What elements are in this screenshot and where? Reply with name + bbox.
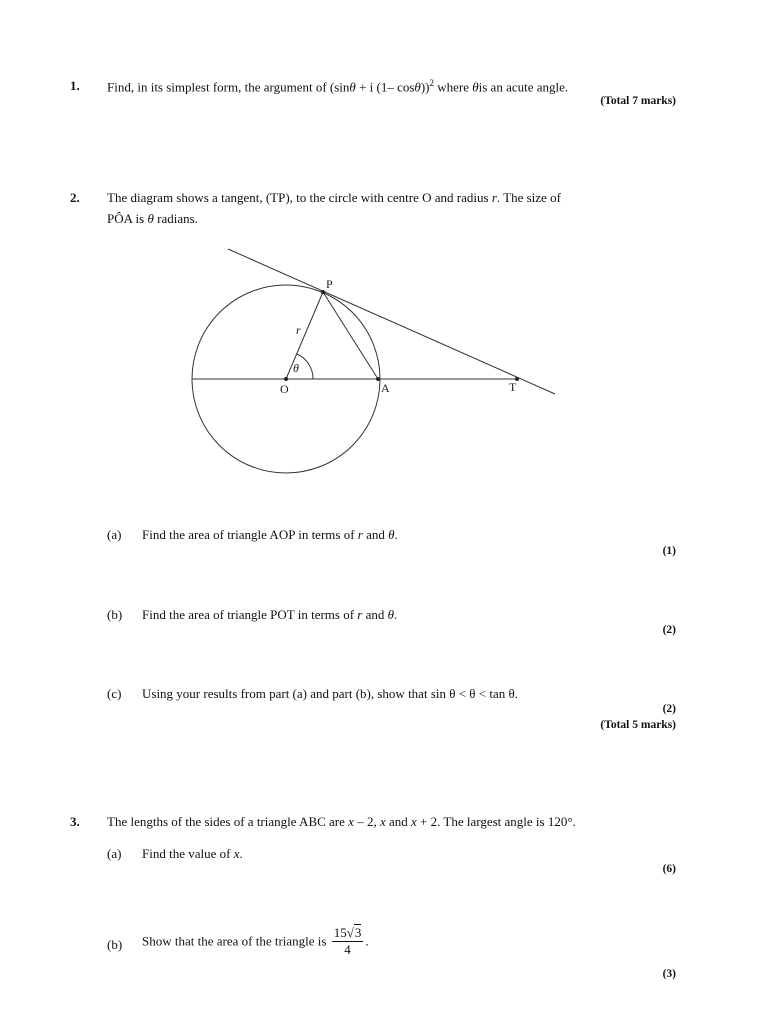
q3-text-d: + 2. The largest angle is 120°. [416,814,576,829]
q2b-theta: θ [387,607,395,622]
q3a-text [142,846,243,862]
q3-text [107,814,576,830]
q3-text-c: and [385,814,412,829]
q1-text-d: where [433,79,473,95]
q2a-r: r [357,527,363,542]
q1-number: 1. [70,78,80,93]
diagram-label-t: T [509,380,517,394]
q3-text-b: – 2, [353,814,380,829]
q2c-label: (c) [107,686,122,701]
q3a-text-a: Find the value of [142,846,234,861]
q3-number: 3. [70,814,80,829]
q2a-theta: θ [388,527,395,542]
q3a-x: x [233,846,240,861]
q2-number: 2. [70,190,80,205]
q2b-and: and [362,607,388,622]
q1-exponent: 2 [429,78,434,88]
q2a-label: (a) [107,527,122,542]
q3b-fraction [332,926,364,957]
diagram-label-a: A [381,381,390,395]
q2-total-marks: (Total 5 marks) [600,719,676,731]
q3b-num-sqrt: 3 [354,925,362,940]
q3b-marks: (3) [662,968,676,980]
q3-x-2: x [379,814,386,829]
q2-line-1-b: . The size of [496,190,561,205]
q2a-and: and [362,527,389,542]
q3-text-a: The lengths of the sides of a triangle ABC are [107,814,349,829]
diagram-label-o: O [280,382,289,396]
q2b-text-a: Find the area of triangle POT in terms of [142,607,358,622]
q2b-end: . [394,607,398,622]
q3b-end: . [365,933,369,949]
q2-radius-symbol: r [491,190,497,205]
diagram-label-p: P [326,277,333,291]
q2a-marks: (1) [662,545,676,557]
q2a-end: . [394,527,398,542]
q3b-label: (b) [107,937,123,952]
q2-line-2-b: radians. [153,211,198,226]
q3b-num-coef: 15 [333,925,347,940]
q2a-text-a: Find the area of triangle AOP in terms of [142,527,358,542]
q2-line-1-a: The diagram shows a tangent, (TP), to the circle with centre O and radius [107,190,492,205]
q2c-text: Using your results from part (a) and part (b), show that sin θ < θ < tan θ. [142,686,518,701]
q2-theta: θ [147,211,154,226]
q2-line-2-a: PÔA is [107,211,148,226]
q1-theta-3: θ [472,79,479,95]
q3-x-3: x [411,814,417,829]
diagram-angle-arc [297,354,313,379]
q2b-r: r [357,607,363,622]
q1-theta-1: θ [349,79,356,95]
diagram-point-o [284,377,288,381]
q2a-text [142,527,398,543]
q1-total-marks: (Total 7 marks) [600,95,676,107]
q3b-text [142,926,369,957]
q3b-text-a: Show that the area of the triangle is [142,933,330,949]
diagram-point-a [376,377,380,381]
diagram-label-r: r [296,323,301,337]
q2c-marks: (2) [662,703,676,715]
q1-text-e: is an acute angle. [478,79,569,95]
q1-text-b: + i (1– cos [359,79,415,95]
diagram-point-p [321,290,325,294]
q1-theta-2: θ [414,79,421,95]
q3b-fraction-numerator: 15√3 [333,925,362,940]
q2b-marks: (2) [662,624,676,636]
diagram-radius-op [286,292,323,379]
q1-text-a: Find, in its simplest form, the argument of (sin [107,79,350,95]
q3a-marks: (6) [662,863,676,875]
q3b-fraction-denominator: 4 [344,942,351,957]
q1-text-c: )) [420,79,430,95]
diagram-label-theta: θ [293,361,299,375]
q3a-end: . [239,846,243,861]
diagram-tangent-line [228,249,555,394]
q3a-label: (a) [107,846,122,861]
q2b-label: (b) [107,607,123,622]
q3-x-1: x [348,814,354,829]
q2b-text [142,607,397,623]
